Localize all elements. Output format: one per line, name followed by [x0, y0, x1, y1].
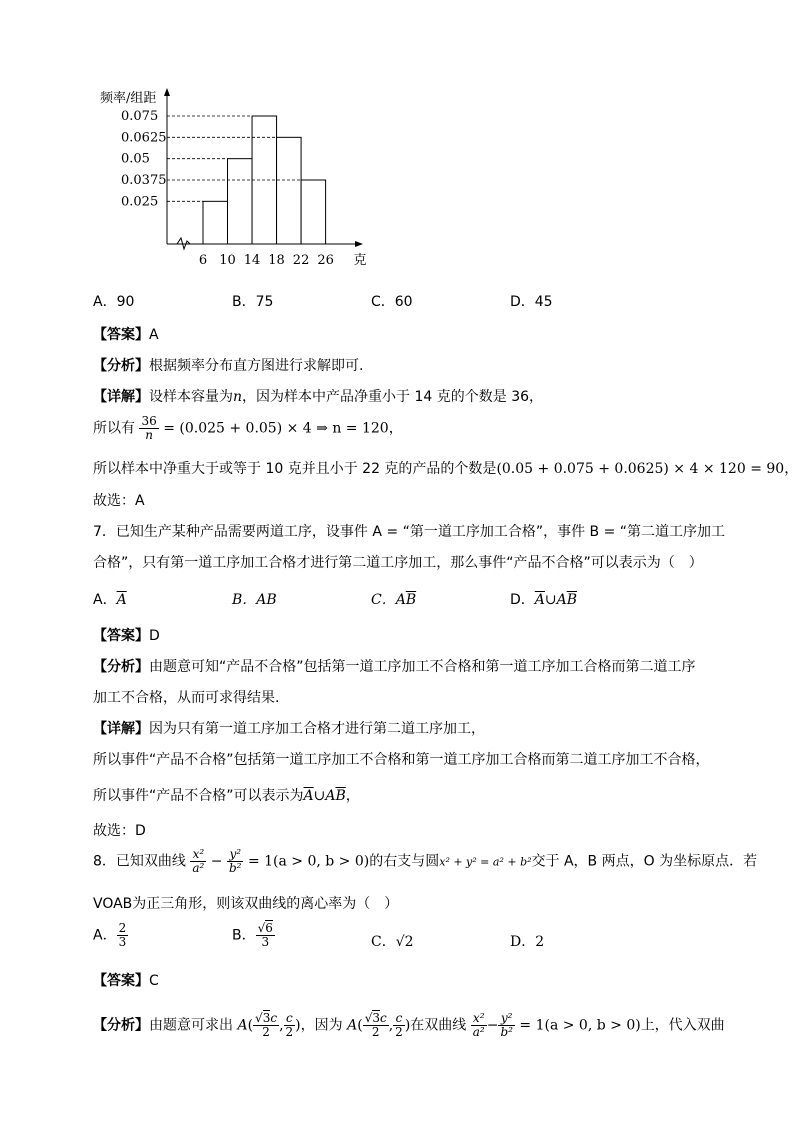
q7-conclusion: 故选：D — [93, 823, 146, 839]
q7-option-a: A．$\overline{A}$ — [93, 592, 127, 608]
q6-option-c: C．60 — [371, 294, 413, 310]
x-tick-label: 22 — [292, 253, 310, 268]
y-tick-label: 0.0375 — [121, 173, 167, 188]
histogram-bar — [301, 180, 326, 244]
q6-option-a: A．90 — [93, 294, 135, 310]
y-tick-label: 0.05 — [121, 151, 150, 167]
q6-detail-line1: 【详解】设样本容量为n，因为样本中产品净重小于 14 克的个数是 36， — [93, 389, 544, 405]
q7-detail-line3: 所以事件“产品不合格”可以表示为$\overline{A}\cup A\overline{B}$， — [93, 788, 360, 804]
q8-stem-line2: VOAB为正三角形，则该双曲线的离心率为（ ） — [93, 896, 399, 912]
x-tick-label: 14 — [243, 253, 261, 268]
q6-detail-line3: 所以样本中净重大于或等于 10 克并且小于 22 克的产品的个数是(0.05 + 0.075 + 0.0625) × 4 × 120 = 90， — [93, 461, 798, 477]
x-tick-label: 18 — [268, 253, 285, 268]
histogram-bar — [277, 137, 302, 244]
q8-option-b: B． $\frac{√6}{3}$ — [232, 921, 273, 949]
q7-analysis-line2: 加工不合格，从而可求得结果. — [93, 690, 280, 706]
q8-stem-line1: 8．已知双曲线 $\frac{\text{x²}}{\text{a²}}$ − $\frac{\text{y²}}{\text{b²}}$ = 1(a > 0, b > 0)的右支与圆x² + y² = a² + b²交于 A，B 两点，O 为坐标原点．若 — [93, 847, 758, 875]
y-axis-label: 频率/组距 — [100, 91, 157, 106]
x-tick-label: 6 — [198, 253, 208, 268]
q8-option-d: D．2 — [510, 934, 545, 950]
q6-analysis: 【分析】根据频率分布直方图进行求解即可. — [93, 358, 364, 374]
histogram-bar — [203, 201, 228, 244]
q6-option-d: D．45 — [510, 294, 553, 310]
histogram-chart — [90, 80, 380, 280]
q7-option-d: D．$\overline{A}\cup A\overline{B}$ — [510, 592, 578, 608]
q8-option-c: C．√2 — [371, 934, 414, 950]
y-tick-label: 0.025 — [121, 194, 159, 210]
q6-answer: 【答案】A — [93, 327, 159, 343]
q7-answer: 【答案】D — [93, 628, 160, 644]
q7-detail-line2: 所以事件“产品不合格”包括第一道工序加工不合格和第一道工序加工合格而第二道工序加工不合格， — [93, 752, 710, 768]
q7-analysis-line1: 【分析】由题意可知“产品不合格”包括第一道工序加工不合格和第一道工序加工合格而第二道工序 — [93, 659, 696, 675]
q8-option-a: A． $\frac{2}{3}$ — [93, 921, 127, 949]
x-tick-label: 10 — [219, 253, 236, 268]
q7-option-c: C．$A\overline{B}$ — [371, 592, 417, 608]
q7-detail-line1: 【详解】因为只有第一道工序加工合格才进行第二道工序加工， — [93, 721, 485, 737]
y-tick-label: 0.075 — [121, 109, 159, 124]
q7-stem-line1: 7．已知生产某种产品需要两道工序，设事件 A = “第一道工序加工合格”，事件 B = “第二道工序加工 — [93, 524, 726, 540]
q7-option-b: B．AB — [232, 592, 277, 608]
q6-conclusion: 故选：A — [93, 493, 145, 509]
q6-option-b: B．75 — [232, 294, 274, 310]
x-axis-label: 克 — [353, 253, 367, 268]
q6-detail-line2: 所以有 $\frac{36}{n}$ = (0.025 + 0.05) × 4 ⇒ n = 120， — [93, 414, 403, 442]
q8-analysis: 【分析】由题意可求出 A( $\frac{√3c}{2}$ , $\frac{c}{2}$ )，因为 A( $\frac{√3c}{2}$ , $\frac{c}{2}$ )在双曲线 $\frac{\text{x²}}{\text{a²}}$ − $\frac{\text{y²}}{\text{b²}}$ = 1(a > 0, b > 0)上，代入双曲 — [93, 1011, 725, 1039]
q8-answer: 【答案】C — [93, 973, 159, 989]
histogram-bar — [228, 159, 253, 244]
y-tick-label: 0.0625 — [121, 130, 167, 146]
x-axis-arrow — [355, 241, 363, 247]
y-axis-arrow — [164, 88, 170, 96]
x-tick-label: 26 — [317, 253, 334, 268]
q7-stem-line2: 合格”，只有第一道工序加工合格才进行第二道工序加工，那么事件“产品不合格”可以表示为（ ） — [93, 555, 703, 571]
